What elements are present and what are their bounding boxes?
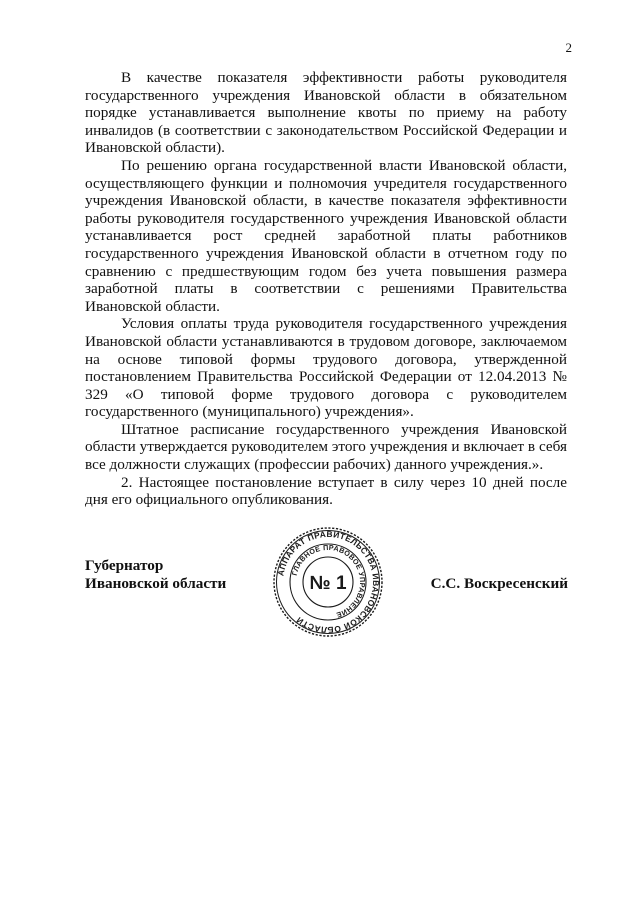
- paragraph-labor-contract: Условия оплаты труда руководителя государственного учреждения Ивановской области устанавливаются в трудовом договоре, заключаемом на основе типовой формы трудового договора, утвержденной постановлением Правительства Российской Федерации от 12.04.2013 № 329 «О типовой форме трудового договора с руководителем государственного (муниципального) учреждения».: [85, 315, 567, 421]
- paragraph-disabled-quota: В качестве показателя эффективности работы руководителя государственного учреждения Ивановской области в обязательном порядке устанавливается выполнение квоты по приему на работу инвалидов (в соответствии с законодательством Российской Федерации и Ивановской области).: [85, 69, 567, 157]
- paragraph-salary-growth-indicator: По решению органа государственной власти Ивановской области, осуществляющего функции и полномочия учредителя государственного учреждения Ивановской области, в качестве показателя эффективности работы руководителя государственного учреждения Ивановской области устанавливается рост средней заработной платы работников государственного учреждения Ивановской области в отчетном году по сравнению с предшествующим годом без учета повышения размера заработной платы в соответствии с решениями Правительства Ивановской области.: [85, 156, 567, 315]
- governor-title: [85, 557, 226, 592]
- page-number: 2: [565, 40, 572, 55]
- governor-title-line2: Ивановской области: [85, 574, 227, 592]
- seal-center-text: № 1: [309, 573, 347, 594]
- signature-block: [0, 528, 640, 650]
- governor-name: С.С. Воскресенский: [430, 575, 568, 592]
- paragraph-staff-schedule: Штатное расписание государственного учреждения Ивановской области утверждается руководителем этого учреждения и включает в себя все должности служащих (профессии рабочих) данного учреждения.».: [85, 420, 567, 474]
- official-seal-stamp: [272, 526, 384, 638]
- seal-inner-text: ГЛАВНОЕ ПРАВОВОЕ УПРАВЛЕНИЕ: [289, 542, 368, 620]
- governor-title-line1: Губернатор: [85, 557, 164, 574]
- seal-outer-text: АППАРАТ ПРАВИТЕЛЬСТВА ИВАНОВСКОЙ ОБЛАСТИ: [275, 528, 382, 636]
- paragraph-effective-date: 2. Настоящее постановление вступает в силу через 10 дней после дня его официального опубликования.: [85, 473, 567, 509]
- document-body: [85, 69, 567, 509]
